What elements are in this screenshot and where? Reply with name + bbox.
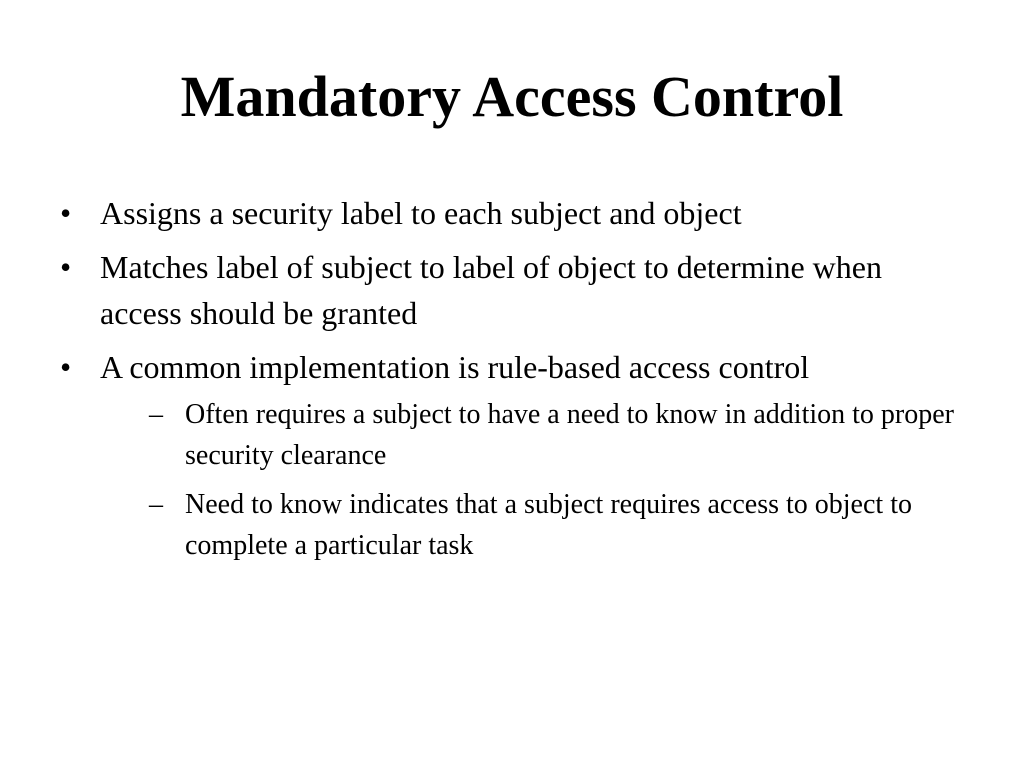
sub-bullet-item	[145, 484, 970, 566]
sub-bullet-item	[145, 394, 970, 476]
sub-bullet-text: Often requires a subject to have a need to know in addition to proper security clearance	[185, 399, 954, 471]
bullet-text: Matches label of subject to label of object to determine when access should be granted	[100, 249, 882, 331]
bullet-icon: •	[60, 249, 72, 285]
bullet-item	[60, 344, 970, 566]
slide-body	[60, 190, 970, 574]
bullet-icon: •	[60, 349, 72, 385]
bullet-text: A common implementation is rule-based access control	[100, 349, 810, 385]
bullet-icon: •	[60, 195, 72, 231]
dash-icon: –	[149, 489, 163, 520]
dash-icon: –	[149, 399, 163, 430]
bullet-text: Assigns a security label to each subject and object	[100, 195, 742, 231]
bullet-item	[60, 244, 970, 336]
bullet-list	[60, 190, 970, 566]
bullet-item	[60, 190, 970, 236]
sub-bullet-text: Need to know indicates that a subject requires access to object to complete a particular task	[185, 489, 912, 561]
sub-bullet-list	[100, 394, 970, 566]
slide-title: Mandatory Access Control	[180, 64, 844, 129]
